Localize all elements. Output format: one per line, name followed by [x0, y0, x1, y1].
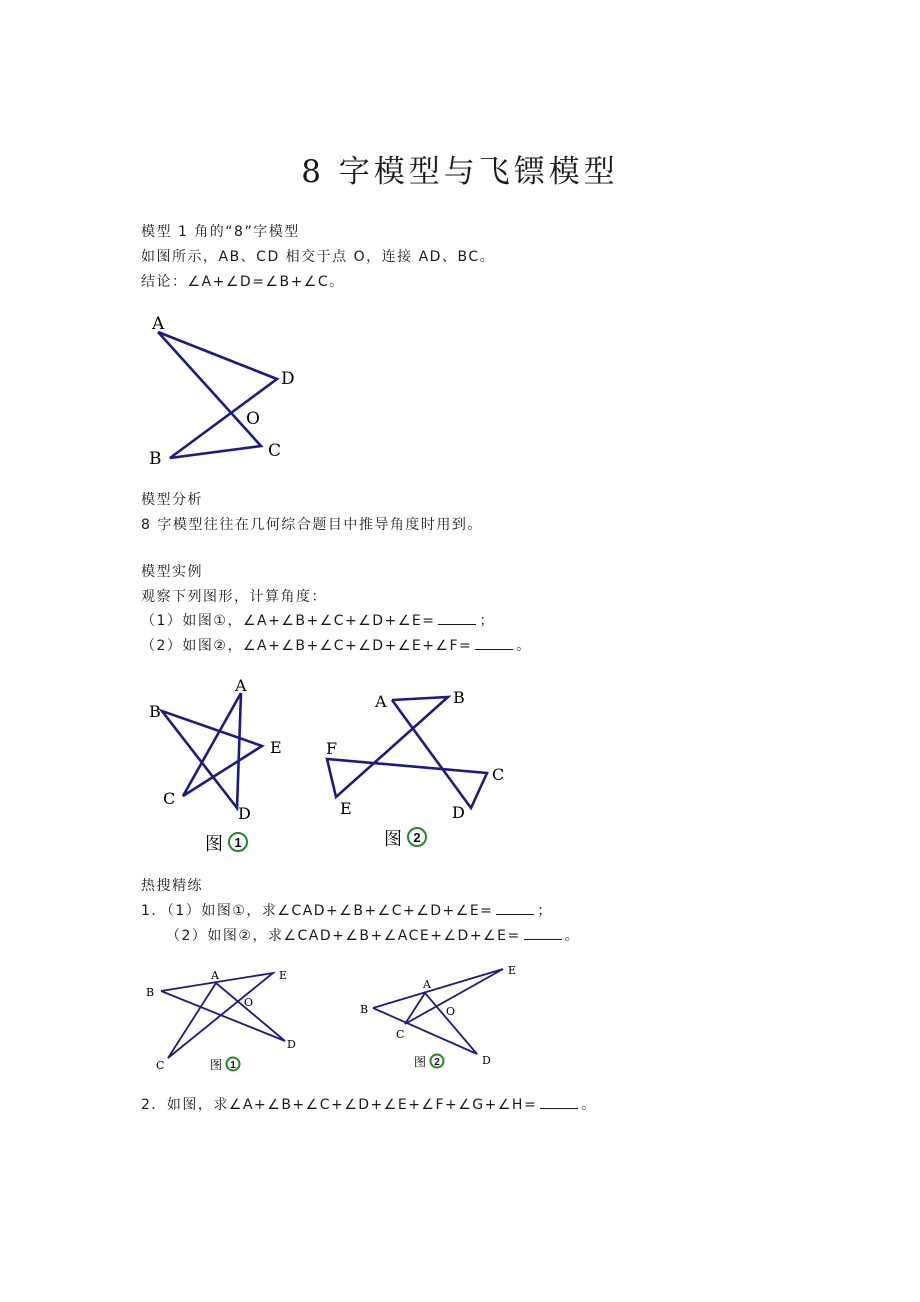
fig-number: 1	[230, 1060, 236, 1071]
fig-number: 2	[434, 1057, 440, 1068]
label-c: C	[163, 789, 176, 808]
p1b-text: （2）如图②，求∠CAD+∠B+∠ACE+∠D+∠E=	[166, 928, 521, 944]
fig-number: 1	[234, 835, 242, 850]
examples-intro: 观察下列图形，计算角度：	[141, 589, 327, 605]
label-c: C	[396, 1028, 405, 1041]
model1-conclusion: 结论：∠A+∠D=∠B+∠C。	[141, 274, 345, 290]
label-b: B	[146, 986, 155, 999]
p2-text: 2．如图，求∠A+∠B+∠C+∠D+∠E+∠F+∠G+∠H=	[141, 1097, 538, 1113]
label-b: B	[149, 702, 161, 721]
label-e: E	[340, 799, 352, 818]
page-title: 8 字模型与飞镖模型	[301, 154, 619, 190]
label-b: B	[360, 1003, 369, 1016]
p1a-text: 1．（1）如图①，求∠CAD+∠B+∠C+∠D+∠E=	[141, 903, 494, 919]
label-a: A	[375, 692, 387, 711]
label-d: D	[287, 1038, 296, 1051]
examples-heading: 模型实例	[141, 564, 203, 580]
model1-heading: 模型 1 角的“8”字模型	[141, 224, 300, 240]
label-a: A	[211, 969, 219, 982]
label-o: O	[246, 409, 260, 429]
p1a-suffix: ；	[537, 903, 553, 919]
label-f: F	[326, 739, 338, 758]
answer-blank[interactable]	[540, 1094, 578, 1109]
label-e: E	[508, 964, 517, 977]
label-b: B	[149, 449, 162, 469]
practice-heading: 热搜精练	[141, 878, 203, 894]
fig-caption: 图	[210, 1058, 223, 1072]
practice-question-2	[141, 1094, 597, 1115]
analysis-heading: 模型分析	[141, 492, 203, 508]
label-e: E	[279, 969, 288, 982]
label-b: B	[453, 688, 465, 707]
label-d: D	[452, 803, 465, 822]
q2-text: （2）如图②，∠A+∠B+∠C+∠D+∠E+∠F=	[141, 638, 473, 654]
label-c: C	[156, 1059, 165, 1072]
analysis-text: 8 字模型往往在几何综合题目中推导角度时用到。	[141, 517, 483, 533]
q2-suffix: 。	[516, 638, 532, 654]
label-e: E	[270, 738, 282, 757]
label-d: D	[238, 804, 251, 823]
label-c: C	[268, 441, 282, 461]
fig-number: 2	[413, 830, 421, 845]
label-o: O	[244, 996, 254, 1009]
q1-suffix: ；	[479, 613, 495, 629]
p2-suffix: 。	[581, 1097, 597, 1113]
model1-description: 如图所示，AB、CD 相交于点 O，连接 AD、BC。	[141, 249, 496, 265]
practice2-path	[373, 969, 503, 1054]
fig-caption: 图	[414, 1055, 427, 1069]
label-c: C	[492, 765, 505, 784]
label-d: D	[281, 369, 295, 389]
q1-text: （1）如图①，∠A+∠B+∠C+∠D+∠E=	[141, 613, 436, 629]
fig-caption: 图	[205, 834, 223, 855]
label-o: O	[446, 1005, 456, 1018]
label-d: D	[482, 1054, 491, 1067]
label-a: A	[235, 676, 247, 695]
p1b-suffix: 。	[564, 928, 581, 944]
fig-caption: 图	[384, 829, 402, 850]
label-a: A	[423, 978, 431, 991]
label-a: A	[152, 314, 165, 334]
